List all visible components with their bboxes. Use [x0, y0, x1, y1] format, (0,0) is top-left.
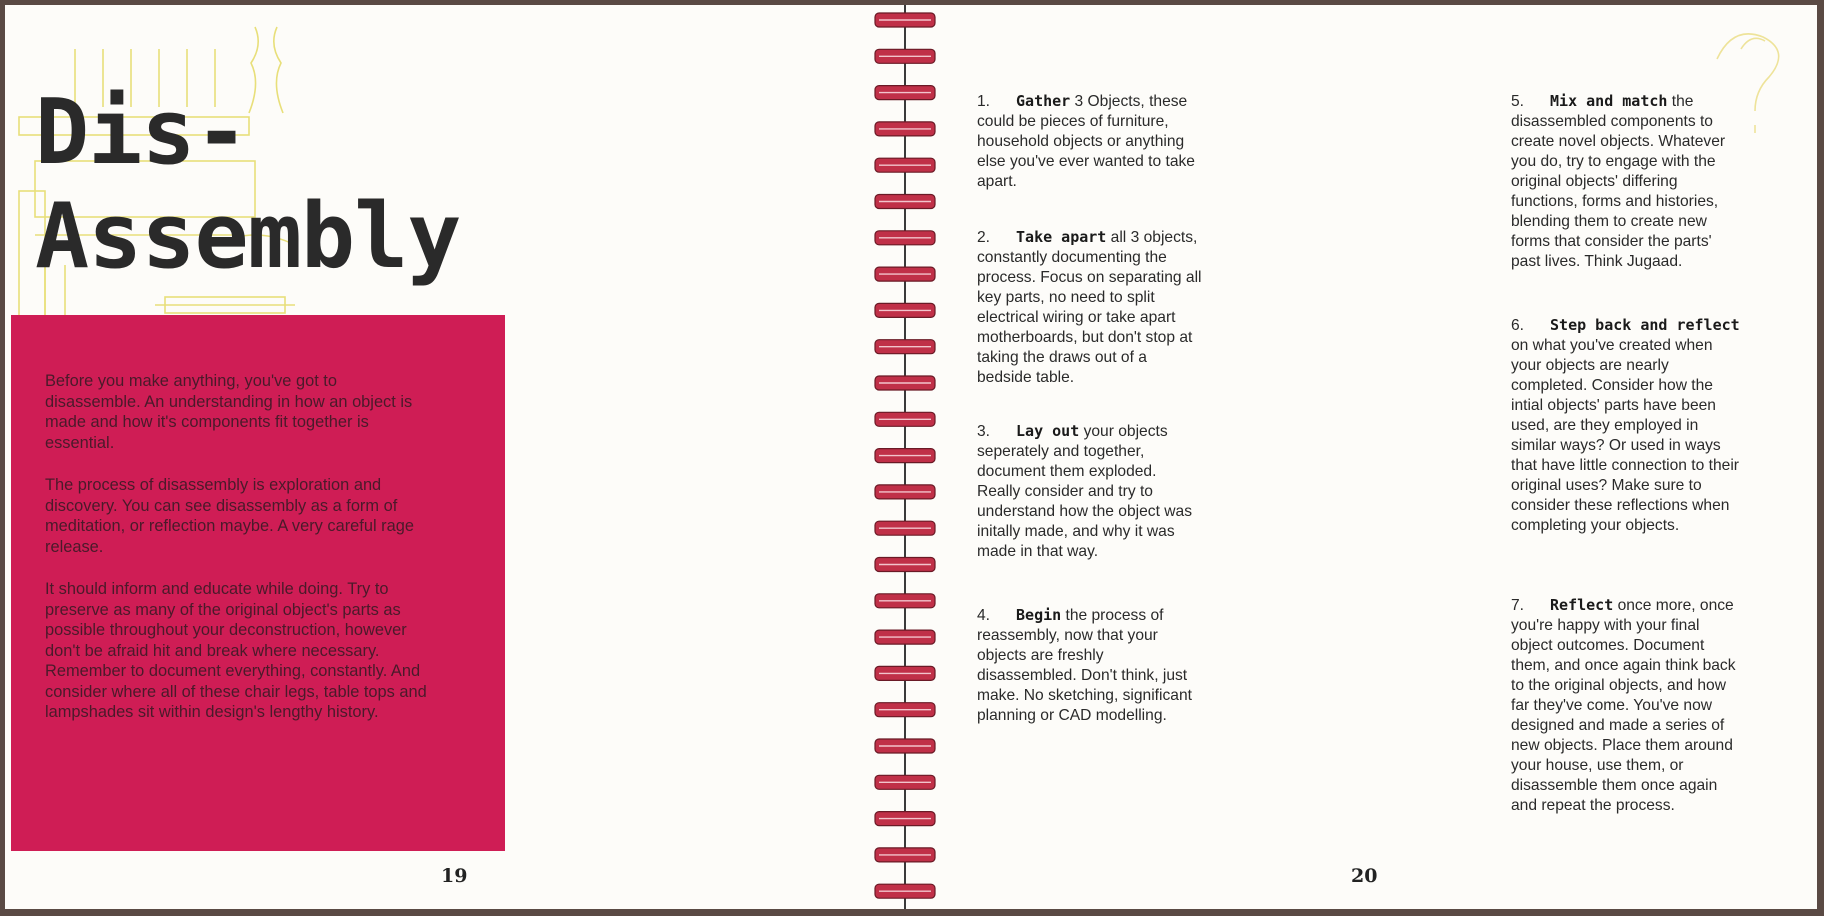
step-text: the process of reassembly, now that your objects are freshly disassembled. Don't think, just make. No sketching, significant planning or CAD modelling. — [977, 607, 1192, 724]
title-line-1: Dis- — [35, 80, 248, 185]
intro-text-box — [11, 315, 505, 851]
step-text: your objects seperately and together, document them exploded. Really consider and try to understand how the object was initally made, and why it was made in that way. — [977, 423, 1192, 560]
step-number: 3. — [977, 423, 991, 440]
step-number: 1. — [977, 93, 991, 110]
step-keyword: Reflect — [1550, 596, 1614, 614]
step-keyword: Step back and reflect — [1550, 316, 1740, 334]
intro-paragraph: The process of disassembly is exploration and discovery. You can see disassembly as a form of meditation, or reflection maybe. A very careful rage release. — [45, 476, 414, 556]
step-1 — [977, 91, 1203, 192]
intro-paragraph: It should inform and educate while doing. Try to preserve as many of the original object's parts as possible throughout your deconstruction, however don't be afraid hit and break where necessary. Remember to document everything, constantly. And consider where all of these chair legs, table tops and lampshades sit within design's lengthy history. — [45, 580, 427, 721]
step-2 — [977, 227, 1203, 388]
step-keyword: Mix and match — [1550, 92, 1668, 110]
page-number-left: 19 — [441, 865, 468, 887]
page-title — [35, 81, 460, 289]
step-keyword: Gather — [1016, 92, 1071, 110]
step-number: 6. — [1511, 317, 1525, 334]
step-text: once more, once you're happy with your final object outcomes. Document them, and once again think back to the original objects, and how far they've come. You've now designed and made a series of new objects. Place them around your house, use them, or disassemble them once again and repeat the process. — [1511, 597, 1736, 814]
step-7 — [1511, 595, 1741, 816]
step-text: on what you've created when your objects are nearly completed. Consider how the intial objects' parts have been used, are they employed in similar ways? Or used in ways that have little connection to their original uses? Make sure to consider these reflections when completing your objects. — [1511, 337, 1739, 534]
step-4 — [977, 605, 1203, 726]
left-page — [5, 5, 885, 909]
step-text: all 3 objects, constantly documenting the process. Focus on separating all key parts, no need to split electrical wiring or take apart motherboards, but don't stop at taking the draws out of a bedside table. — [977, 229, 1202, 386]
page-number-right: 20 — [1351, 865, 1378, 887]
right-page — [905, 5, 1817, 909]
step-6 — [1511, 315, 1741, 536]
step-3 — [977, 421, 1203, 562]
step-number: 7. — [1511, 597, 1525, 614]
intro-paragraph: Before you make anything, you've got to disassemble. An understanding in how an object is made and how it's components fit together is essential. — [45, 372, 413, 452]
step-text: the disassembled components to create novel objects. Whatever you do, try to engage with the original objects' differing functions, forms and histories, blending them to create new forms that consider the parts' past lives. Think Jugaad. — [1511, 93, 1726, 270]
step-keyword: Lay out — [1016, 422, 1080, 440]
step-keyword: Take apart — [1016, 228, 1107, 246]
book-spread — [5, 5, 1817, 909]
step-number: 2. — [977, 229, 991, 246]
step-keyword: Begin — [1016, 606, 1062, 624]
step-text: 3 Objects, these could be pieces of furniture, household objects or anything else you've ever wanted to take apart. — [977, 93, 1195, 190]
step-5 — [1511, 91, 1741, 272]
step-number: 5. — [1511, 93, 1525, 110]
title-line-2: Assembly — [35, 184, 461, 289]
step-number: 4. — [977, 607, 991, 624]
